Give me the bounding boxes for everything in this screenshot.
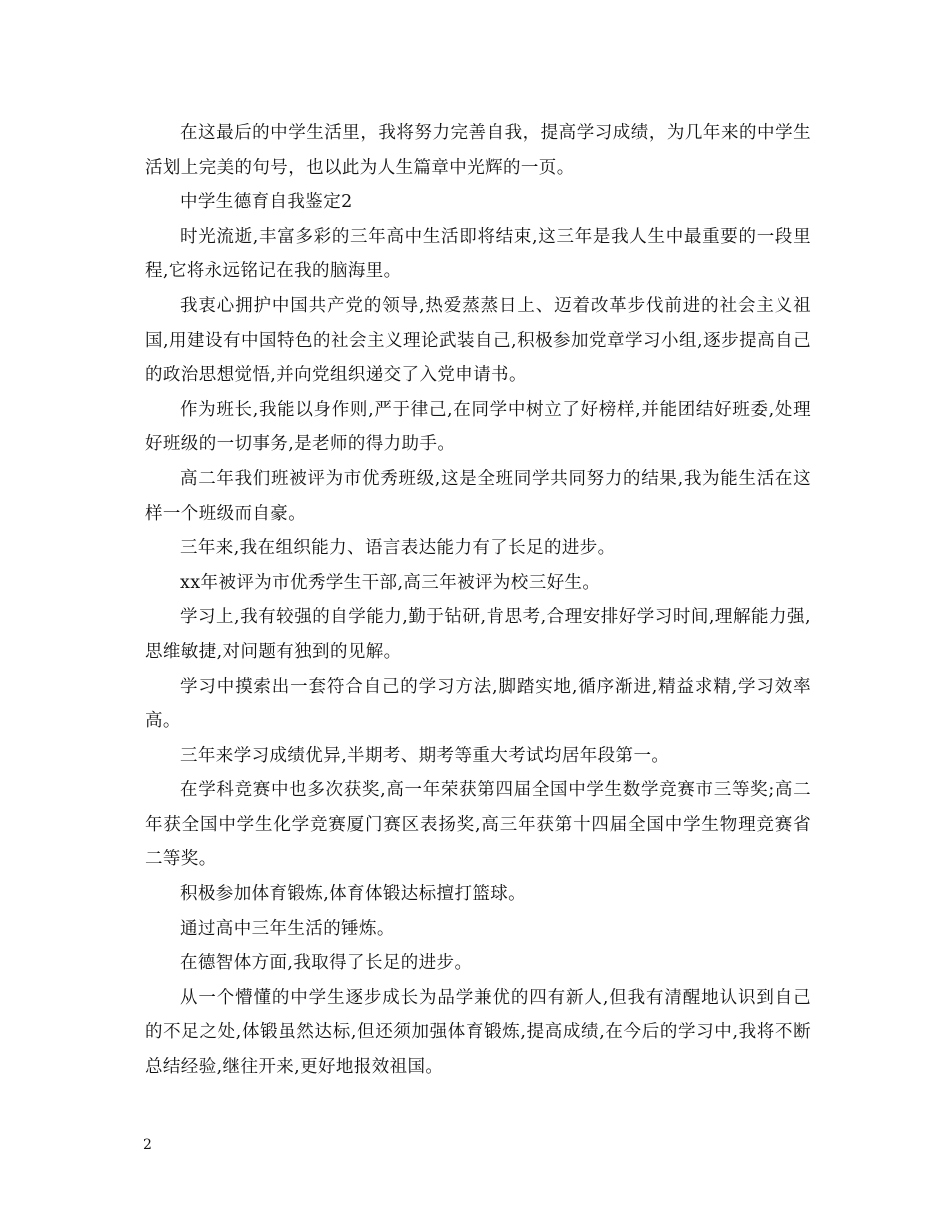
paragraph-progress: 在德智体方面,我取得了长足的进步。 [180,953,473,974]
paragraph-political: 我衷心拥护中国共产党的领导,热爱蒸蒸日上、迈着改革步伐前进的社会主义祖国,用建设有中国特色的社会主义理论武装自己,积极参加党章学习小组,逐步提高自己的政治思想觉悟,并向党组织递交了入党申请书。 [145,295,811,386]
paragraph-class-award: 高二年我们班被评为市优秀班级,这是全班同学共同努力的结果,我为能生活在这样一个班级而自豪。 [145,468,811,524]
paragraph-closing-reflection: 在这最后的中学生活里，我将努力完善自我，提高学习成绩，为几年来的中学生活划上完美的句号，也以此为人生篇章中光辉的一页。 [145,123,811,178]
paragraph-competitions: 在学科竞赛中也多次获奖,高一年荣获第四届全国中学生数学竞赛市三等奖;高二年获全国中学生化学竞赛厦门赛区表扬奖,高三年获第十四届全国中学生物理竞赛省二等奖。 [145,780,811,870]
paragraph-grades: 三年来学习成绩优异,半期考、期考等重大考试均居年段第一。 [180,745,670,766]
document-body [145,116,811,1085]
paragraph-sports: 积极参加体育锻炼,体育体锻达标擅打篮球。 [180,884,527,905]
paragraph-conclusion: 从一个懵懂的中学生逐步成长为品学兼优的四有新人,但我有清醒地认识到自己的不足之处,体锻虽然达标,但还须加强体育锻炼,提高成绩,在今后的学习中,我将不断总结经验,继往开来,更好地报效祖国。 [145,987,811,1078]
paragraph-abilities: 三年来,我在组织能力、语言表达能力有了长足的进步。 [180,538,616,559]
paragraph-study-method: 学习中摸索出一套符合自己的学习方法,脚踏实地,循序渐进,精益求精,学习效率高。 [145,676,811,732]
paragraph-honors: xx年被评为市优秀学生干部,高三年被评为校三好生。 [180,572,601,593]
paragraph-tempering: 通过高中三年生活的锤炼。 [180,918,395,939]
page-number: 2 [143,1137,152,1153]
paragraph-intro: 时光流逝,丰富多彩的三年高中生活即将结束,这三年是我人生中最重要的一段里程,它将永远铭记在我的脑海里。 [145,226,811,282]
section-heading: 中学生德育自我鉴定2 [180,192,353,213]
paragraph-class-leader: 作为班长,我能以身作则,严于律己,在同学中树立了好榜样,并能团结好班委,处理好班级的一切事务,是老师的得力助手。 [145,399,811,455]
paragraph-study: 学习上,我有较强的自学能力,勤于钻研,肯思考,合理安排好学习时间,理解能力强,思维敏捷,对问题有独到的见解。 [145,607,811,662]
